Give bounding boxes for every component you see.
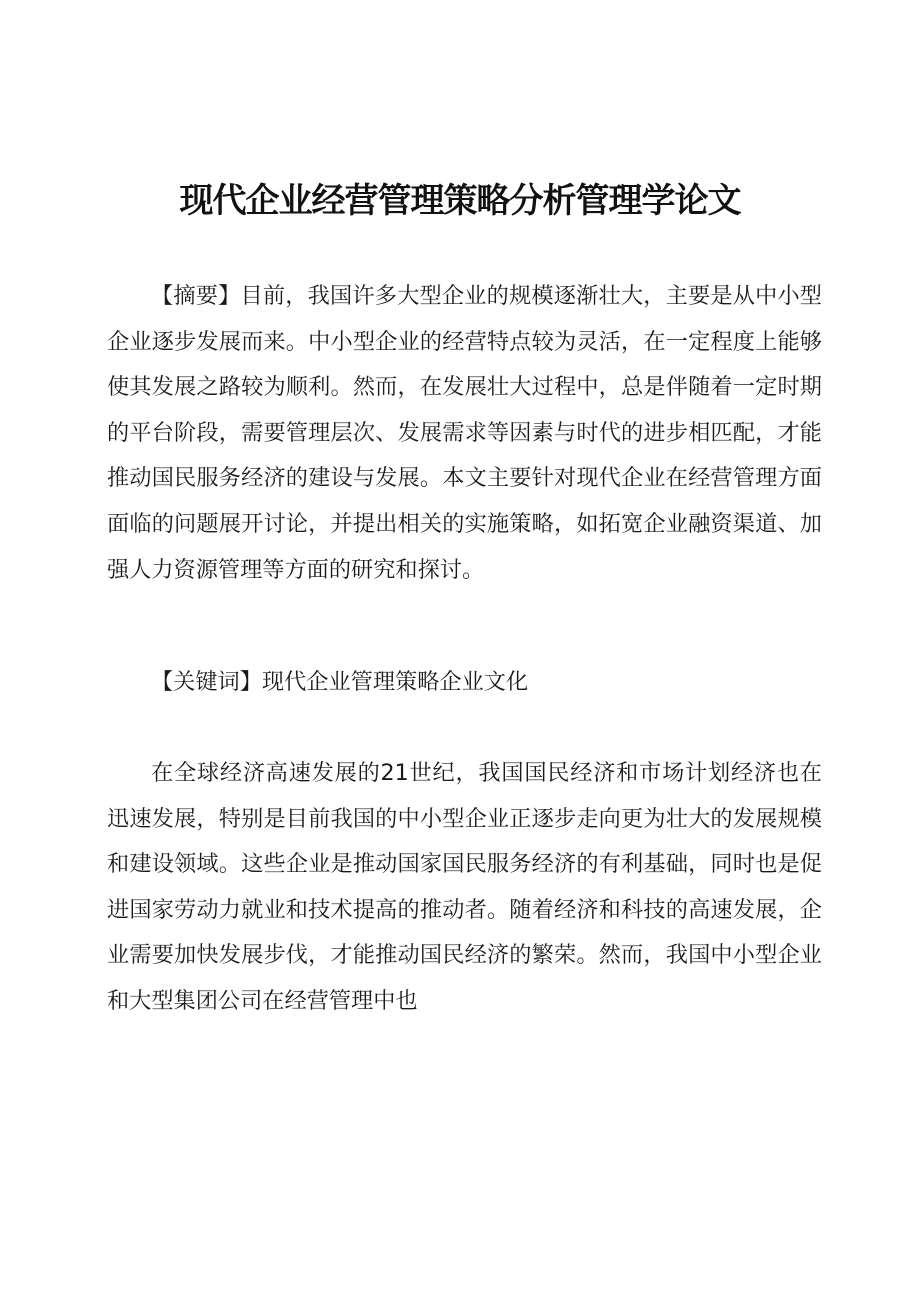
- keywords-paragraph: 【关键词】现代企业管理策略企业文化: [151, 669, 529, 695]
- abstract-paragraph: 【摘要】目前，我国许多大型企业的规模逐渐壮大，主要是从中小型企业逐步发展而来。中小型企业的经营特点较为灵活，在一定程度上能够使其发展之路较为顺利。然而，在发展壮大过程中，总是伴随着一定时期的平台阶段，需要管理层次、发展需求等因素与时代的进步相匹配，才能推动国民服务经济的建设与发展。本文主要针对现代企业在经营管理方面面临的问题展开讨论，并提出相关的实施策略，如拓宽企业融资渠道、加强人力资源管理等方面的研究和探讨。: [107, 283, 822, 583]
- body-paragraph: 在全球经济高速发展的21世纪，我国国民经济和市场计划经济也在迅速发展，特别是目前我国的中小型企业正逐步走向更为壮大的发展规模和建设领域。这些企业是推动国家国民服务经济的有利基础，同时也是促进国家劳动力就业和技术提高的推动者。随着经济和科技的高速发展，企业需要加快发展步伐，才能推动国民经济的繁荣。然而，我国中小型企业和大型集团公司在经营管理中也: [107, 760, 822, 1014]
- document-title: 现代企业经营管理策略分析管理学论文: [179, 181, 741, 221]
